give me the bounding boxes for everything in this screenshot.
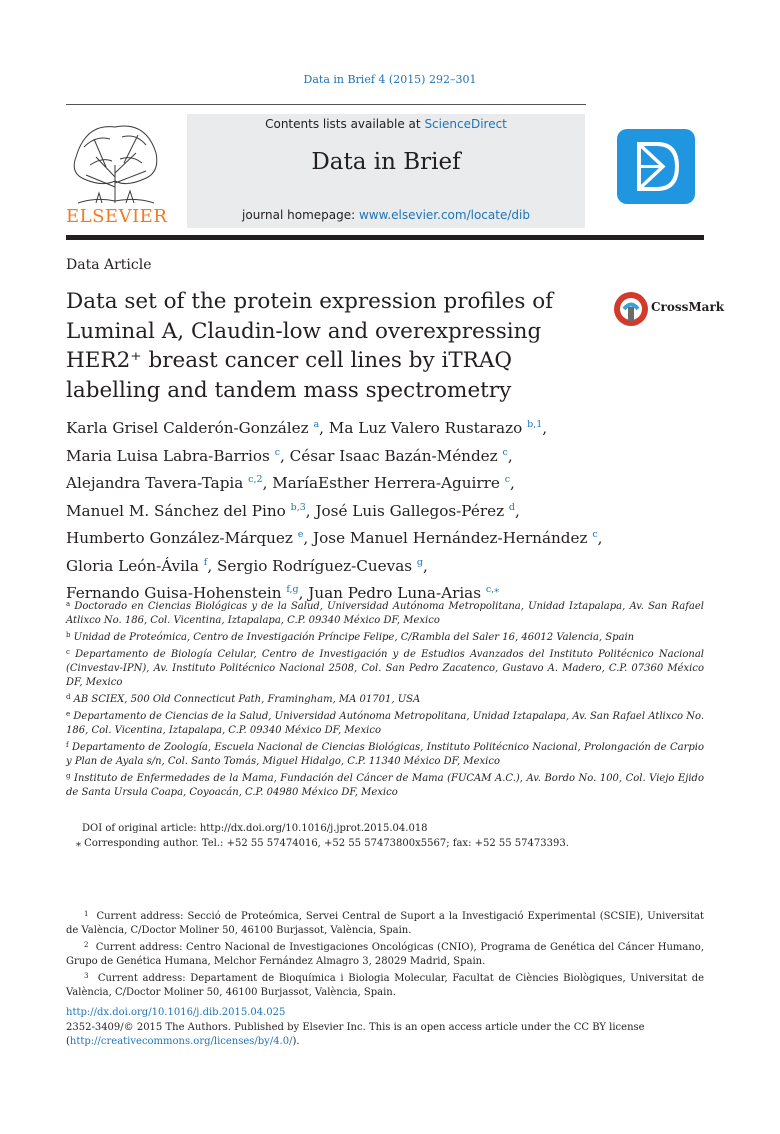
affiliation-text: Doctorado en Ciencias Biológicas y de la Salud, Universidad Autónoma Metropolitana, Unidad Iztapalapa, Av. San Rafael Atlixco No. 186, Col. Vicentina, Iztapalapa, C.P. 09340 México DF, Mexico bbox=[66, 601, 704, 626]
article-title bbox=[66, 287, 596, 405]
author-separator: , bbox=[280, 446, 290, 465]
author-name[interactable]: Fernando Guisa-Hohenstein bbox=[66, 584, 282, 602]
author-name[interactable]: Karla Grisel Calderón-González bbox=[66, 419, 309, 437]
author-name[interactable]: Ma Luz Valero Rustarazo bbox=[328, 419, 523, 437]
author-affiliation-marker[interactable]: c bbox=[502, 446, 508, 458]
title-line: Data set of the protein expression profiles of bbox=[66, 289, 554, 314]
license-link-line bbox=[66, 1035, 704, 1050]
author-name[interactable]: Jose Manuel Hernández-Hernández bbox=[313, 529, 588, 547]
affiliation-key: g bbox=[66, 772, 71, 780]
affiliation-item bbox=[66, 597, 704, 628]
current-address-text: Current address: Departament de Bioquímica i Biologia Molecular, Facultat de Ciències Biològiques, Universitat de València, C/Doctor Moliner 50, 46100 Burjassot, València, Spain. bbox=[66, 973, 705, 998]
contents-prefix: Contents lists available at bbox=[265, 117, 425, 131]
author-affiliation-marker[interactable]: f bbox=[203, 556, 208, 568]
article-doi-link[interactable]: http://dx.doi.org/10.1016/j.dib.2015.04.025 bbox=[66, 1007, 286, 1018]
affiliation-text: Unidad de Proteómica, Centro de Investigación Príncipe Felipe, C/Rambla del Saler 16, 46012 Valencia, Spain bbox=[73, 632, 635, 643]
author-separator: , bbox=[542, 419, 548, 437]
header-thick-rule bbox=[66, 235, 704, 240]
doi-original-note[interactable]: DOI of original article: http://dx.doi.org/10.1016/j.jprot.2015.04.018 bbox=[82, 823, 428, 834]
current-address-list bbox=[66, 907, 704, 1000]
author-name[interactable]: José Luis Gallegos-Pérez bbox=[315, 501, 505, 520]
title-line: HER2⁺ breast cancer cell lines by iTRAQ bbox=[66, 348, 513, 373]
license-statement: 2352-3409/© 2015 The Authors. Published by Elsevier Inc. This is an open access article under the CC BY license bbox=[66, 1021, 645, 1033]
author-affiliation-marker[interactable]: c,2 bbox=[248, 474, 263, 485]
elsevier-wordmark[interactable]: ELSEVIER bbox=[66, 206, 168, 227]
footnote-number: 2 bbox=[84, 941, 89, 949]
homepage-link[interactable]: www.elsevier.com/locate/dib bbox=[358, 208, 530, 222]
author-name[interactable]: César Isaac Bazán-Méndez bbox=[289, 446, 498, 465]
author-separator: , bbox=[319, 419, 329, 437]
article-footer bbox=[66, 1006, 704, 1050]
affiliation-item bbox=[66, 769, 704, 800]
author-name[interactable]: MaríaEsther Herrera-Aguirre bbox=[272, 474, 500, 492]
author-name[interactable]: Alejandra Tavera-Tapia bbox=[66, 474, 244, 492]
journal-citation[interactable] bbox=[0, 73, 780, 86]
affiliation-text: Departamento de Zoología, Escuela Nacional de Ciencias Biológicas, Instituto Politécnico Nacional, Prolongación de Carpio y Plan de Ayala s/n, Col. Santo Tomás, Miguel Hidalgo, C.P. 11340 México DF, Mexico bbox=[66, 742, 704, 767]
author-separator: , bbox=[510, 474, 515, 492]
author-affiliation-marker[interactable]: c,⁎ bbox=[485, 584, 499, 595]
affiliation-key: b bbox=[66, 631, 71, 639]
footnote-number: 3 bbox=[84, 972, 89, 980]
current-address-note bbox=[66, 907, 704, 938]
author-affiliation-marker[interactable]: f,g bbox=[286, 584, 299, 595]
license-close: ). bbox=[292, 1036, 300, 1047]
header-rule bbox=[66, 104, 586, 105]
author-affiliation-marker[interactable]: d bbox=[508, 501, 516, 513]
author-affiliation-marker[interactable]: a bbox=[313, 419, 320, 430]
author-name[interactable]: Gloria León-Ávila bbox=[66, 556, 199, 575]
author-separator: , bbox=[305, 501, 316, 520]
affiliation-item bbox=[66, 645, 704, 690]
license-open: ( bbox=[66, 1036, 70, 1047]
current-address-text: Current address: Secció de Proteómica, Servei Central de Suport a la Investigació Experimental (SCSIE), Universitat de València, C/Doctor Moliner 50, 46100 Burjassot, València, Spain. bbox=[66, 911, 705, 936]
affiliation-key: c bbox=[66, 648, 70, 656]
affiliation-text: Instituto de Enfermedades de la Mama, Fundación del Cáncer de Mama (FUCAM A.C.), Av. Bordo No. 100, Col. Viejo Ejido de Santa Ursula Coapa, Coyoacán, C.P. 04980 México DF, Mexico bbox=[66, 773, 704, 798]
author-name[interactable]: Manuel M. Sánchez del Pino bbox=[66, 501, 286, 520]
corresponding-author-note: ⁎ Corresponding author. Tel.: +52 55 57474016, +52 55 57473800x5567; fax: +52 55 57473393. bbox=[76, 838, 569, 849]
author-separator: , bbox=[207, 556, 217, 575]
title-line: labelling and tandem mass spectrometry bbox=[66, 377, 512, 403]
title-line: Luminal A, Claudin-low and overexpressing bbox=[66, 318, 542, 344]
author-separator: , bbox=[303, 529, 314, 547]
footnote-number: 1 bbox=[84, 910, 89, 918]
affiliation-text: Departamento de Ciencias de la Salud, Universidad Autónoma Metropolitana, Unidad Iztapalapa, Av. San Rafael Atlixco No. 186, Col. Vicentina, Iztapalapa, C.P. 09340 México DF, Mexico bbox=[66, 711, 704, 736]
author-separator: , bbox=[507, 446, 513, 465]
author-name[interactable]: Juan Pedro Luna-Arias bbox=[308, 584, 482, 602]
affiliation-key: a bbox=[66, 600, 71, 608]
author-name[interactable]: Maria Luisa Labra-Barrios bbox=[66, 446, 270, 465]
author-affiliation-marker[interactable]: g bbox=[416, 556, 423, 568]
journal-homepage bbox=[187, 208, 585, 222]
journal-title: Data in Brief bbox=[311, 149, 461, 175]
license-link[interactable]: http://creativecommons.org/licenses/by/4.0/ bbox=[69, 1036, 293, 1047]
article-footnotes bbox=[66, 821, 704, 851]
affiliation-item bbox=[66, 738, 704, 769]
author-separator: , bbox=[422, 556, 428, 575]
affiliation-list bbox=[66, 597, 704, 800]
contents-line bbox=[187, 117, 585, 131]
author-separator: , bbox=[597, 529, 603, 547]
author-affiliation-marker[interactable]: e bbox=[297, 529, 304, 540]
affiliation-item bbox=[66, 628, 704, 645]
author-name[interactable]: Humberto González-Márquez bbox=[66, 529, 293, 547]
homepage-prefix: journal homepage: bbox=[242, 208, 359, 222]
article-type: Data Article bbox=[66, 257, 152, 273]
sciencedirect-link[interactable]: ScienceDirect bbox=[424, 117, 507, 131]
author-affiliation-marker[interactable]: b,3 bbox=[290, 501, 306, 513]
author-name[interactable]: Sergio Rodríguez-Cuevas bbox=[216, 556, 413, 575]
author-affiliation-marker[interactable]: c bbox=[592, 529, 598, 540]
affiliation-text: Departamento de Biología Celular, Centro de Investigación y de Estudios Avanzados del Instituto Politécnico Nacional (Cinvestav-IPN), Av. Instituto Politécnico Nacional 2508, Col. San Pedro Zacatenco, Gustavo A. Madero, C.P. 07360 México DF, Mexico bbox=[66, 649, 704, 688]
affiliation-key: d bbox=[66, 693, 71, 701]
affiliation-key: e bbox=[66, 710, 71, 718]
current-address-text: Current address: Centro Nacional de Investigaciones Oncológicas (CNIO), Programa de Genética del Cáncer Humano, Grupo de Genética Humana, Melchor Fernández Almagro 3, 28029 Madrid, Spain. bbox=[66, 942, 704, 967]
author-list bbox=[66, 413, 714, 606]
affiliation-item bbox=[66, 690, 704, 707]
author-affiliation-marker[interactable]: b,1 bbox=[527, 419, 543, 430]
affiliation-key: f bbox=[66, 741, 69, 749]
data-in-brief-logo[interactable] bbox=[617, 129, 695, 204]
author-separator: , bbox=[298, 584, 309, 602]
author-affiliation-marker[interactable]: c bbox=[504, 474, 511, 485]
affiliation-item bbox=[66, 707, 704, 738]
author-separator: , bbox=[515, 501, 520, 520]
affiliation-text: AB SCIEX, 500 Old Connecticut Path, Framingham, MA 01701, USA bbox=[73, 694, 421, 705]
author-affiliation-marker[interactable]: c bbox=[274, 446, 281, 458]
current-address-note bbox=[66, 938, 704, 969]
current-address-note bbox=[66, 969, 704, 1000]
author-separator: , bbox=[262, 474, 273, 492]
crossmark-label[interactable]: CrossMark bbox=[651, 300, 725, 314]
citation-link[interactable]: Data in Brief 4 (2015) 292–301 bbox=[303, 73, 477, 86]
